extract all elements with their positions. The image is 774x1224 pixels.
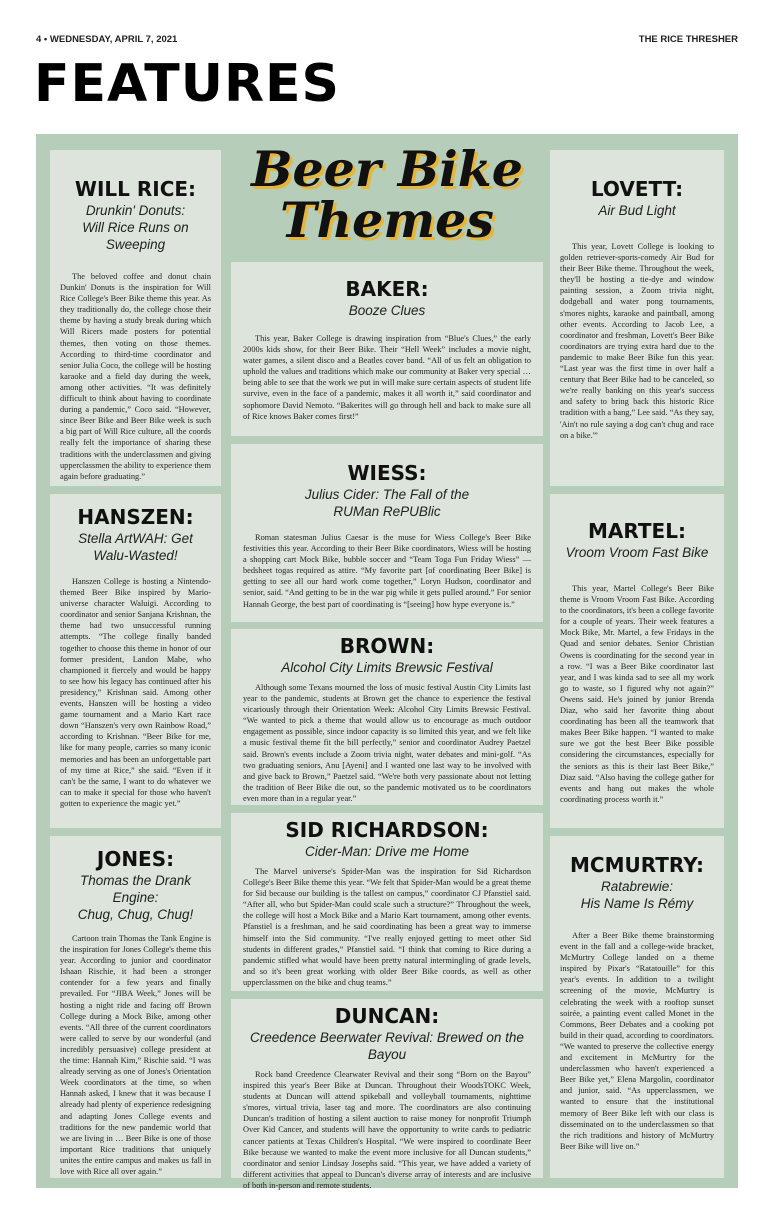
college-article-text: This year, Baker College is drawing inspiration from “Blue's Clues,” the early 2000s kids show, for their Beer Bike. Their “Hell Week” includes a movie night, water games, a silent disco and a Beatles cover band. “All of us felt an obligation to uphold the values and traditions which make our community at Baker very special … being able to see that the work we put in will make sure certain aspects of student life survive, even in the face of a pandemic, makes it all worth it,” said coordinator and sophomore David Nemoto. “Bakerites will go through hell and back to make sure all of Rice knows Baker comes first!” <box>243 334 531 421</box>
college-article-text: This year, Martel College's Beer Bike theme is Vroom Vroom Fast Bike. According to the coordinators, it's been a college favorite for a couple of years. Their week features a Mock Bike, Mr. Martel, a few Fridays in the Quad and senior debates. Senior Christian Owens is coordinating for the second year in a row. “I was a Beer Bike coordinator last year, and I was kinda sad to see all my work go to waste, so I figured why not again?” Owens said. He's joined by junior Brenda Diaz, who said her favorite thing about coordinating has been all the teamwork that makes Beer Bike happen. “I wanted to make sure we got the best Beer Bike possible considering the circumstances, especially for the seniors as this is their last Beer Bike,” Diaz said. “Also having the college gather for events and hang out makes the whole coordinating process worth it.” <box>560 584 714 804</box>
college-name: HANSZEN: <box>77 505 194 529</box>
college-theme: Air Bud Light <box>598 203 676 218</box>
feature-title-line-1: Beer Bike <box>251 140 523 198</box>
college-name: SID RICHARDSON: <box>285 818 489 842</box>
college-theme-line-2: Chug, Chug, Chug! <box>77 907 194 922</box>
college-theme: Alcohol City Limits Brewsic Festival <box>281 660 493 675</box>
college-name: WILL RICE: <box>74 177 197 201</box>
college-article-text: This year, Lovett College is looking to golden retriever-sports-comedy Air Bud for their Beer Bike theme. Throughout the week, they'll be hosting a tie-dye and window painting session, a Zoom trivia night, dodgeball and water pong tournaments, s'mores nights, karaoke and paintball, among other events. According to Jacob Lee, a coordinator and freshman, Lovett's Beer Bike coordinators are trying extra hard due to the pandemic to make Beer Bike fun this year. “Last year was the first time in over half a century that Beer Bike had to be canceled, so we're really banking on this year's success and safety to bring back this historic Rice tradition with a bang,” Lee said. “As they say, 'Ain't no rule saying a dog can't chug and race on a bike.'” <box>560 242 714 440</box>
page-folio: 4 • WEDNESDAY, APRIL 7, 2021 <box>36 34 178 45</box>
section-title: FEATURES <box>34 54 340 114</box>
college-theme-line-1: Drunkin' Donuts: <box>85 203 186 218</box>
issue-date: WEDNESDAY, APRIL 7, 2021 <box>49 34 178 45</box>
college-theme-line-1: Stella ArtWAH: Get <box>78 531 193 546</box>
college-card-martel <box>550 494 724 828</box>
college-article-text: Hanszen College is hosting a Nintendo-themed Beer Bike inspired by Mario-universe character Waluigi. According to coordinator and senior Sanjana Krishnan, the theme had two unsuccessful running attempts. “The college finally banded together to choose this theme in honor of our former president, Landon Mabe, who championed it fiercely and would be happy to see how his legacy has continued after his presidency,” Krishnan said. Among other events, Hanszen will be hosting a video game tournament and a Mario Kart race down “Hanszen's very own Rainbow Road,” according to Krishnan. “Beer Bike for me, like for many people, carries so many iconic memories and has been an unforgettable part of my time at Rice,” she said. “Even if it can't be the same, I want to do whatever we can to make it special for those who haven't gotten to experience the magic yet.” <box>60 577 211 808</box>
college-theme: Cider-Man: Drive me Home <box>304 844 470 859</box>
college-card-mcmurtry <box>550 836 724 1178</box>
college-card-baker <box>231 262 543 436</box>
college-card-wiess <box>231 444 543 622</box>
college-card-brown <box>231 629 543 805</box>
college-theme: Booze Clues <box>348 303 426 318</box>
college-card-duncan <box>231 999 543 1190</box>
college-name: BROWN: <box>339 634 435 658</box>
college-card-lovett <box>550 150 724 486</box>
college-name: JONES: <box>96 847 175 871</box>
college-article-text: Cartoon train Thomas the Tank Engine is the inspiration for Jones College's theme this year. According to junior and coordinator Ishaan Rischie, it had been a stronger contender for a few years and finally prevailed. For “JIBA Week,” Jones will be hosting a night ride and facing off Brown College during a Mock Bike, among other events. “All three of the current coordinators were called to serve by our wonderful (and incredibly persuasive) college president at the time: Hannah Kim,” Rischie said. “I was already serving as one of Jones's Orientation Week coordinators at the time, so when Hannah asked, I knew that it was because I already had plenty of experience redesigning and adapting Jones College events and traditions for the new pandemic world that we are living in … Beer Bike is one of those important Rice traditions that uniquely unites the entire campus and makes us fall in love with Rice all over again.” <box>60 934 211 1176</box>
college-theme: Vroom Vroom Fast Bike <box>565 545 709 560</box>
college-theme: Creedence Beerwater Revival: Brewed on the Bayou <box>250 1030 524 1062</box>
college-article-text: Although some Texans mourned the loss of music festival Austin City Limits last year to the pandemic, students at Brown get the chance to experience the festival vicariously through their Orientation Week: Alcohol City Limits Brewsic Festival. “We wanted to pick a theme that would allow us to encourage as much outdoor engagement as possible, since indoor capacity is so limited this year, and we felt like a music festival theme fit the bill perfectly,” senior and coordinator Audrey Paetzel said. Brown's events include a Zoom trivia night, water debates and mini-golf. “As two graduating seniors, Anu [Ayeni] and I wanted one last way to be involved with and give back to Brown,” Paetzel said. “We're both very passionate about not letting the tradition of Beer Bike die out, so the pandemic motivated us to be coordinators even more than in a regular year.” <box>243 683 531 803</box>
college-theme-line-2: Will Rice Runs on Sweeping <box>82 220 189 252</box>
college-card-sid-richardson <box>231 813 543 991</box>
college-card-will-rice <box>50 150 221 486</box>
college-article-text: The beloved coffee and donut chain Dunkin' Donuts is the inspiration for Will Rice College's Beer Bike theme this year. As they traditionally do, the college chose their theme by having a study break during which Will Ricers made posters for potential themes, then voting on those themes. According to third-time coordinator and senior Julia Coco, the college will be hosting karaoke and a field day during the week, among other activities. “It was definitely difficult to think about having to coordinate during a pandemic,” Coco said. “However, since Beer Bike and Beer Bike week is such a big part of Will Rice culture, all the coords really felt the importance of sharing these traditions with the underclassmen and giving upperclassmen the ability to experience them again before graduating.” <box>60 272 211 481</box>
college-name: WIESS: <box>347 461 427 485</box>
college-theme-line-2: Walu-Wasted! <box>93 548 178 563</box>
college-name: BAKER: <box>345 277 429 301</box>
college-article-text: Rock band Creedence Clearwater Revival and their song “Born on the Bayou” inspired this year's Beer Bike at Duncan. Throughout their WoodsTOKC Week, students at Duncan will attend spikeball and volleyball tournaments, nighttime s'mores, virtual trivia, laser tag and more. The coordinators are also continuing Duncan's tradition of hosting a silent auction to raise money for nonprofit Triumph Over Kid Cancer, and students will have the opportunity to write cards to pediatric cancer patients at Texas Children's Hospital. “We were inspired to coordinate Beer Bike because we wanted to make the event more inclusive for all Duncan students,” coordinator and senior Lindsay Josephs said. “This year, we have added a variety of different activities that appeal to Duncan's diverse array of interests and are inclusive of both in-person and remote students. <box>243 1070 531 1190</box>
college-theme-line-1: Julius Cider: The Fall of the <box>304 487 470 502</box>
publication-name: THE RICE THRESHER <box>638 34 738 45</box>
feature-title-line-2: Themes <box>280 191 494 249</box>
page-header <box>36 34 738 48</box>
college-name: LOVETT: <box>590 177 684 201</box>
college-name: DUNCAN: <box>334 1004 440 1028</box>
college-article-text: After a Beer Bike theme brainstorming event in the fall and a college-wide bracket, McMurtry College landed on a theme inspired by Pixar's “Ratatouille” for this year's events. In addition to a twilight screening of the movie, McMurtry is celebrating the week with a rooftop sunset soirée, a painting event called Monet in the Commons, Beer Debates and a cooking pot build in their quad, according to coordinators. “We wanted to preserve the collective energy and excitement in McMurtry for the underclassmen who haven't experienced a Beer Bike yet,” Elena Margolin, coordinator and junior, said. “As upperclassmen, we wanted to ensure that the institutional memory of Beer Bike left with our class is disseminated on to the underclassmen so that the rich traditions and history of McMurtry Beer Bike will live on.” <box>560 931 714 1151</box>
college-theme-line-1: Thomas the Drank Engine: <box>79 873 192 905</box>
college-article-text: Roman statesman Julius Caesar is the muse for Wiess College's Beer Bike festivities this year. According to their Beer Bike coordinators, Wiess will be hosting a shopping cart Mock Bike, bubble soccer and “Team Toga Fun Friday Wiess” — bedsheet togas required as attire. “My favorite part [of coordinating Beer Bike] is getting to see all our hard work come together,” Loryn Hudson, coordinator and senior, said. “And getting to be in the war pig while it gets pulled around.” For senior Hannah George, the best part of coordinating is “[seeing] how hype everyone is.” <box>243 533 531 609</box>
college-article-text: The Marvel universe's Spider-Man was the inspiration for Sid Richardson College's Beer Bike theme this year. “We felt that Spider-Man would be a great theme for Sid because our building is the tallest on campus,” coordinator CJ Pfanstiel said. “After all, who but Spider-Man could scale such a structure?” Throughout the week, the college will host a Mock Bike and a Mario Kart tournament, among other events. Pfanstiel is a freshman, and he said coordinating has been a great way to immerse himself into the Sid community. “I've really enjoyed getting to meet other Sid students in different grades,” Pfanstiel said. “I think that coming to Rice during a pandemic stifled what would have been pretty natural intermingling of grade levels, and so it's been great working with older Beer Bike coords, as well as other upperclassmen on the bike and chug teams.” <box>243 867 531 987</box>
college-name: MCMURTRY: <box>570 853 704 877</box>
feature-title <box>232 140 542 256</box>
college-card-hanszen <box>50 494 221 828</box>
college-card-jones <box>50 836 221 1178</box>
college-name: MARTEL: <box>588 519 686 543</box>
college-theme-line-2: RUMan RePUBlic <box>333 504 441 519</box>
college-theme-line-1: Ratabrewie: <box>600 879 674 894</box>
page-number: 4 <box>36 34 42 45</box>
college-theme-line-2: His Name Is Rémy <box>580 896 694 911</box>
